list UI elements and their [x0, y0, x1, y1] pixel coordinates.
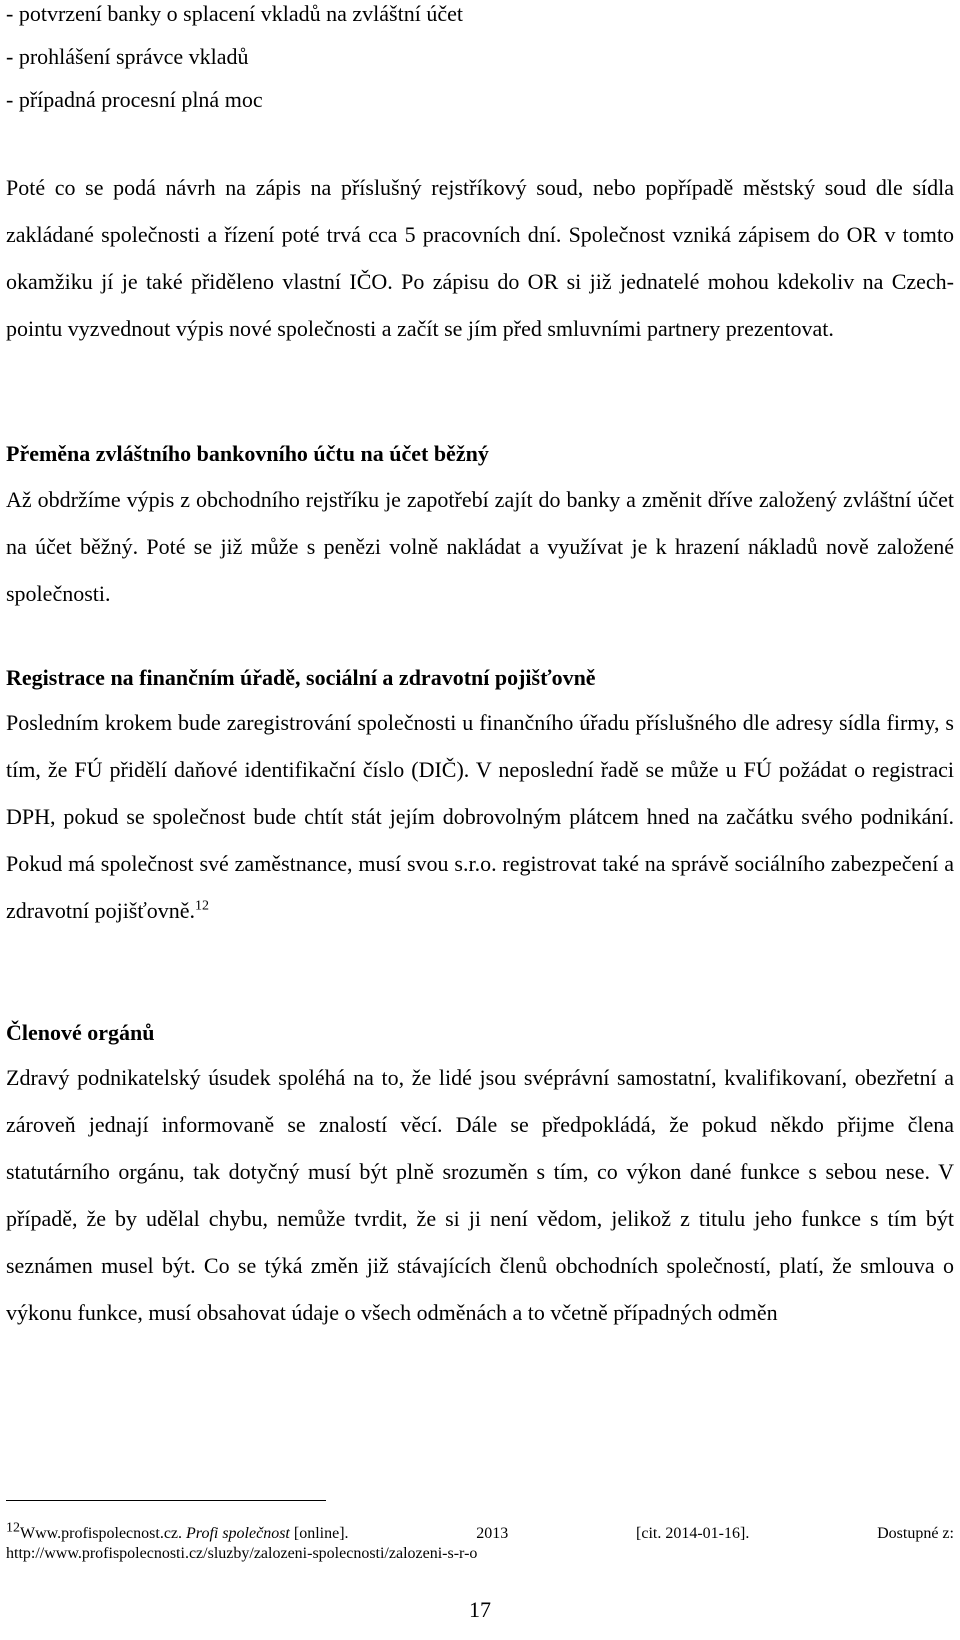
list-item: - prohlášení správce vkladů — [6, 44, 249, 69]
footnote-citation — [6, 1520, 954, 1544]
paragraph-intro: Poté co se podá návrh na zápis na příslušný rejstříkový soud, nebo popřípadě městský soud dle sídla zakládané společnosti a řízení poté trvá cca 5 pracovních dní. Společnost vzniká zápisem do OR v tomto okamžiku jí je také přiděleno vlastní IČO. Po zápisu do OR si již jednatelé mohou kdekoliv na Czech-pointu vyzvednout výpis nové společnosti a začít se jím před smluvními partnery prezentovat. — [6, 175, 954, 341]
list-item: - potvrzení banky o splacení vkladů na zvláštní účet — [6, 1, 463, 26]
section-heading: Registrace na finančním úřadě, sociální a zdravotní pojišťovně — [6, 665, 596, 690]
footnote-year: 2013 — [476, 1525, 509, 1542]
section-body-text: Posledním krokem bude zaregistrování společnosti u finančního úřadu příslušného dle adresy sídla firmy, s tím, že FÚ přidělí daňové identifikační číslo (DIČ). V neposlední řadě se může u FÚ požádat o registraci DPH, pokud se společnost bude chtít stát jejím dobrovolným plátcem hned na začátku svého podnikání. Pokud má společnost své zaměstnance, musí svou s.r.o. registrovat také na správě sociálního zabezpečení a zdravotní pojišťovně. — [6, 710, 954, 923]
section-body — [6, 699, 954, 934]
footnote — [6, 1520, 954, 1564]
footnote-url[interactable]: http://www.profispolecnosti.cz/sluzby/zalozeni-spolecnosti/zalozeni-s-r-o — [6, 1545, 478, 1562]
page-number: 17 — [469, 1597, 491, 1622]
footnote-available: Dostupné z: — [877, 1525, 954, 1542]
section-heading: Přeměna zvláštního bankovního účtu na účet běžný — [6, 441, 489, 466]
footnote-divider — [6, 1500, 326, 1501]
section-heading: Členové orgánů — [6, 1020, 155, 1045]
footnote-number: 12 — [6, 1520, 20, 1536]
footnote-reference: 12 — [195, 898, 210, 914]
footnote-title: Profi společnost — [186, 1525, 290, 1542]
list-item: - případná procesní plná moc — [6, 87, 263, 112]
section-body: Až obdržíme výpis z obchodního rejstříku je zapotřebí zajít do banky a změnit dříve založený zvláštní účet na účet běžný. Poté se již může s penězi volně nakládat a využívat je k hrazení nákladů nově založené společnosti. — [6, 487, 954, 606]
footnote-source: $^{12}$Www.profispolecnost.cz. Profi společnost [online]. — [6, 1520, 349, 1542]
footnote-cited: [cit. 2014-01-16]. — [636, 1525, 750, 1542]
section-body: Zdravý podnikatelský úsudek spoléhá na to, že lidé jsou svéprávní samostatní, kvalifikovaní, obezřetní a zároveň jednají informovaně se znalostí věcí. Dále se předpokládá, že pokud někdo přijme člena statutárního orgánu, tak dotyčný musí být plně srozuměn s tím, co výkon dané funkce s sebou nese. V případě, že by udělal chybu, nemůže tvrdit, že si ji není vědom, jelikož z titulu jeho funkce s tím být seznámen musel být. Co se týká změn již stávajících členů obchodních společností, platí, že smlouva o výkonu funkce, musí obsahovat údaje o všech odměnách a to včetně případných odměn — [6, 1065, 954, 1325]
